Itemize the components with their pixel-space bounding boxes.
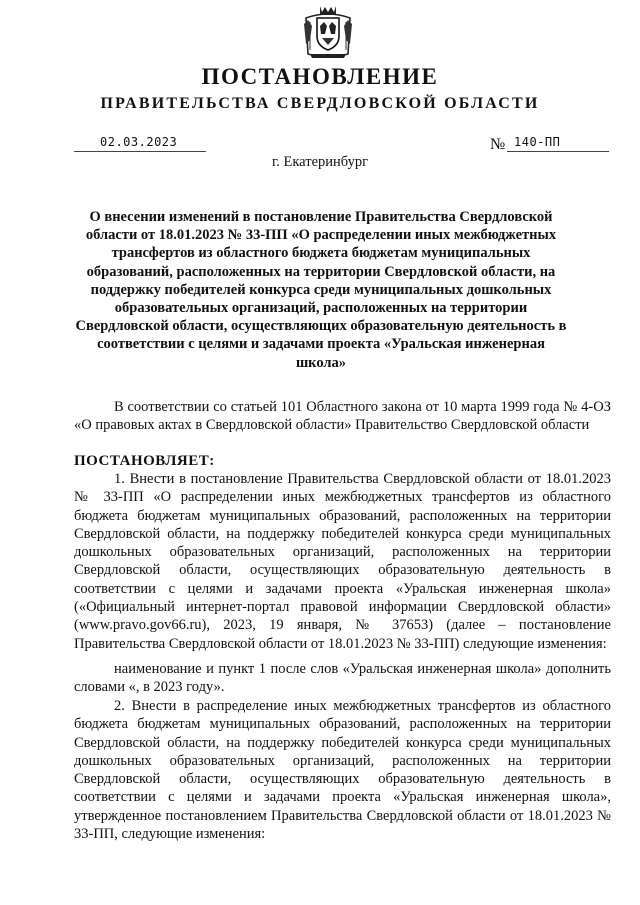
number-underline [507,151,609,152]
number-label: № [490,136,506,153]
document-title: ПОСТАНОВЛЕНИЕ [201,64,439,89]
resolution-date: 02.03.2023 [100,135,178,149]
resolution-heading: О внесении изменений в постановление Правительства Свердловской области от 18.01.2023 № 33-ПП «О распределении иных межбюджетных трансфертов из областного бюджета бюджетам муниципальных образований, расположенных на территории Свердловской области, на поддержку победителей конкурса среди муниципальных дошкольных образовательных организаций, расположенных на территории Свердловской области, осуществляющих образовательную деятельность в соответствии с целями и задачами проекта «Уральская инженерная школа» [75,209,567,371]
date-underline [74,151,206,152]
item-2-paragraph: 2. Внести в распределение иных межбюджетных трансфертов из областного бюджета бюджетам муниципальных образований, расположенных на территории Свердловской области, на поддержку победителей конкурса среди муниципальных дошкольных образовательных организаций, расположенных на территории Свердловской области, осуществляющих образовательную деятельность в соответствии с целями и задачами проекта «Уральская инженерная школа», утвержденное постановлением Правительства Свердловской области от 18.01.2023 № 33-ПП, следующие изменения: [74,698,611,843]
document-subtitle: ПРАВИТЕЛЬСТВА СВЕРДЛОВСКОЙ ОБЛАСТИ [100,95,540,112]
coat-of-arms-icon [302,4,354,60]
resolves-heading: ПОСТАНОВЛЯЕТ: [74,453,215,469]
resolution-number: 140-ПП [514,135,561,149]
item-1-paragraph: 1. Внести в постановление Правительства Свердловской области от 18.01.2023 № 33-ПП «О распределении иных межбюджетных трансфертов из областного бюджета бюджетам муниципальных образований, расположенных на территории Свердловской области, на поддержку победителей конкурса среди муниципальных дошкольных образовательных организаций, расположенных на территории Свердловской области, осуществляющих образовательную деятельность в соответствии с целями и задачами проекта «Уральская инженерная школа» («Официальный интернет-портал правовой информации Свердловской области» (www.pravo.gov66.ru), 2023, 19 января, № 37653) (далее – постановление Правительства Свердловской области от 18.01.2023 № 33-ПП) следующие изменения: [74,471,611,652]
preamble-paragraph: В соответствии со статьей 101 Областного закона от 10 марта 1999 года № 4-ОЗ «О правовых актах в Свердловской области» Правительство Свердловской области [74,399,611,434]
city-line: г. Екатеринбург [271,154,369,170]
item-1-change-paragraph: наименование и пункт 1 после слов «Уральская инженерная школа» дополнить словами «, в 2023 году». [74,661,611,696]
